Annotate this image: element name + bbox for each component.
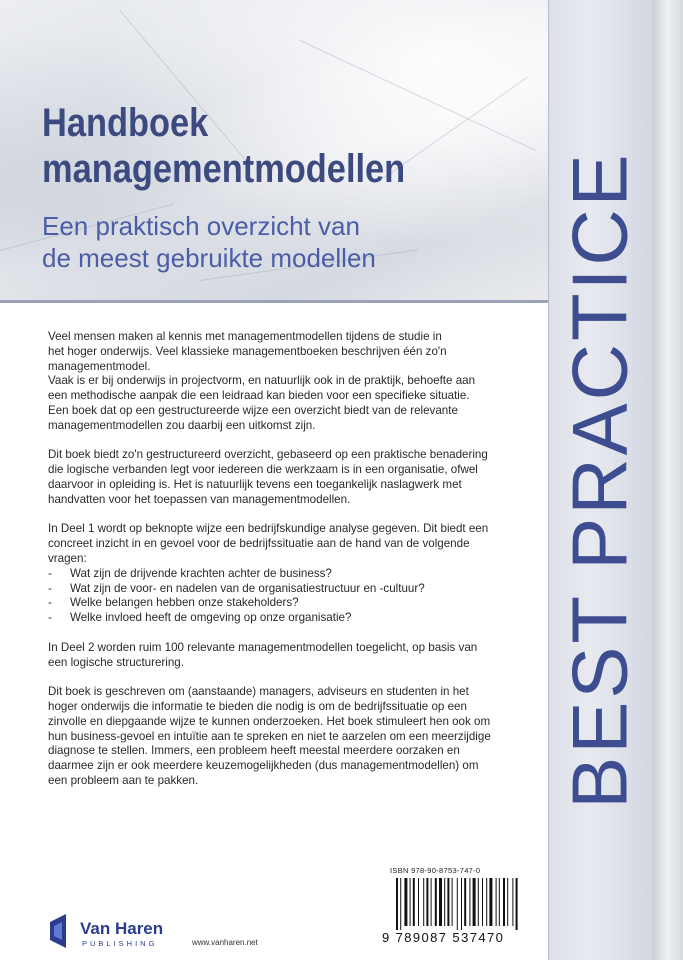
text-line: zinvolle en diepgaande wijze te kunnen onderzoeken. Het boek stimuleert hen ook om	[48, 714, 491, 728]
text-line: vragen:	[48, 551, 87, 565]
barcode-bar	[496, 878, 497, 926]
text-line: Veel mensen maken al kennis met managementmodellen tijdens de studie in	[48, 330, 442, 343]
text-line: Dit boek is geschreven om (aanstaande) managers, adviseurs en studenten in het	[48, 685, 469, 699]
list-item-text: Welke invloed heeft de omgeving op onze organisatie?	[70, 611, 352, 625]
text-line: Een boek dat op een gestructureerde wijze een overzicht biedt van de relevante	[48, 403, 458, 417]
list-item	[48, 567, 528, 582]
book-title	[42, 100, 405, 192]
barcode-bar	[473, 878, 476, 926]
publisher-website: www.vanharen.net	[192, 938, 258, 947]
book-subtitle	[42, 210, 376, 274]
paragraph	[48, 685, 528, 789]
barcode-bar	[482, 878, 483, 926]
series-name: BEST PRACTICE	[555, 151, 644, 809]
list-item-text: Wat zijn de voor- en nadelen van de organisatiestructuur en -cultuur?	[70, 581, 425, 595]
paragraph	[48, 641, 528, 671]
bullet-dash: -	[48, 611, 52, 625]
text-line: hun business-gevoel en intuïtie aan te spreken en niet te aarzelen om een meerzijdige	[48, 729, 491, 743]
barcode-bar	[435, 878, 437, 926]
text-line: Vaak is er bij onderwijs in projectvorm, en natuurlijk ook in de praktijk, behoefte aan	[48, 374, 476, 388]
title-line: Handboek	[42, 101, 209, 145]
barcode-icon	[394, 878, 534, 930]
text-line: handvatten voor het toepassen van managementmodellen.	[48, 492, 351, 506]
publisher-logo-icon	[50, 914, 78, 948]
subtitle-line: Een praktisch overzicht van	[42, 211, 360, 241]
barcode-bar	[418, 878, 419, 926]
question-list	[48, 567, 528, 626]
barcode-bar	[431, 878, 432, 926]
barcode-bar	[486, 878, 487, 926]
barcode-bar	[516, 878, 518, 930]
subtitle-line: de meest gebruikte modellen	[42, 243, 376, 273]
title-line: managementmodellen	[42, 147, 406, 191]
paragraph	[48, 448, 528, 507]
barcode-bar	[423, 878, 424, 926]
barcode-bar	[489, 878, 492, 926]
barcode-bar	[400, 878, 401, 930]
list-item-text: Welke belangen hebben onze stakeholders?	[70, 596, 299, 610]
barcode-area	[378, 866, 543, 960]
barcode-bar	[499, 878, 500, 926]
barcode-bar	[512, 878, 513, 926]
text-line: managementmodel.	[48, 359, 151, 373]
text-line: daarmee zijn er ook meerdere keuzemogelijkheden (dus managementmodellen) om	[48, 759, 479, 773]
bullet-dash: -	[48, 581, 52, 595]
list-item	[48, 611, 528, 626]
text-line: In Deel 2 worden ruim 100 relevante managementmodellen toegelicht, op basis van	[48, 640, 478, 654]
publisher-tagline: PUBLISHING	[82, 939, 158, 948]
barcode-bar	[478, 878, 479, 926]
text-line: managementmodellen zou daarbij een uitkomst zijn.	[48, 418, 316, 432]
barcode-bar	[469, 878, 470, 926]
barcode-bar	[503, 878, 505, 926]
isbn-label: ISBN 978-90-8753-747-0	[390, 866, 481, 875]
barcode-bar	[410, 878, 411, 926]
text-line: een methodische aanpak die een leidraad kan bieden voor een specifieke situatie.	[48, 389, 470, 403]
publisher-logo	[50, 914, 180, 950]
list-item-text: Wat zijn de drijvende krachten achter de business?	[70, 566, 332, 580]
book-spine-edge	[652, 0, 683, 960]
text-line: concreet inzicht in en gevoel voor de bedrijfssituatie aan de hand van de volgende	[48, 537, 470, 551]
paragraph	[48, 522, 528, 566]
text-line: een probleem aan te pakken.	[48, 773, 199, 787]
text-line: die logische verbanden legt voor iedereen die werkzaam is in een organisatie, ofwel	[48, 463, 478, 477]
barcode-bar	[447, 878, 449, 926]
text-line: Dit boek biedt zo'n gestructureerd overzicht, gebaseerd op een praktische benadering	[48, 448, 488, 462]
barcode-bar	[426, 878, 428, 926]
barcode-bar	[461, 878, 462, 930]
blurb-text	[48, 330, 528, 804]
barcode-bar	[507, 878, 508, 926]
text-line: het hoger onderwijs. Veel klassieke managementboeken beschrijven één zo'n	[48, 344, 447, 358]
bullet-dash: -	[48, 596, 52, 610]
marble-header	[0, 0, 548, 303]
barcode-bar	[457, 878, 458, 930]
text-line: diagnose te stellen. Immers, een probleem heeft meestal meerdere oorzaken en	[48, 744, 460, 758]
barcode-bar	[413, 878, 415, 926]
text-line: In Deel 1 wordt op beknopte wijze een bedrijfskundige analyse gegeven. Dit biedt een	[48, 522, 489, 536]
barcode-bar	[444, 878, 445, 926]
publisher-name: Van Haren	[80, 919, 164, 938]
paragraph	[48, 330, 528, 434]
text-line: hoger onderwijs die informatie te bieden die nodig is om de bedrijfssituatie op een	[48, 699, 467, 713]
bullet-dash: -	[48, 566, 52, 580]
barcode-bar	[464, 878, 466, 926]
list-item	[48, 582, 528, 597]
text-line: daarvoor in opleiding is. Het is natuurlijk tevens een toegankelijk naslagwerk met	[48, 477, 462, 491]
text-line: een logische structurering.	[48, 655, 184, 669]
list-item	[48, 596, 528, 611]
barcode-bar	[439, 878, 442, 926]
barcode-number: 9 789087 537470	[382, 930, 505, 945]
barcode-bar	[396, 878, 398, 930]
barcode-bar	[404, 878, 407, 926]
barcode-bar	[452, 878, 453, 926]
